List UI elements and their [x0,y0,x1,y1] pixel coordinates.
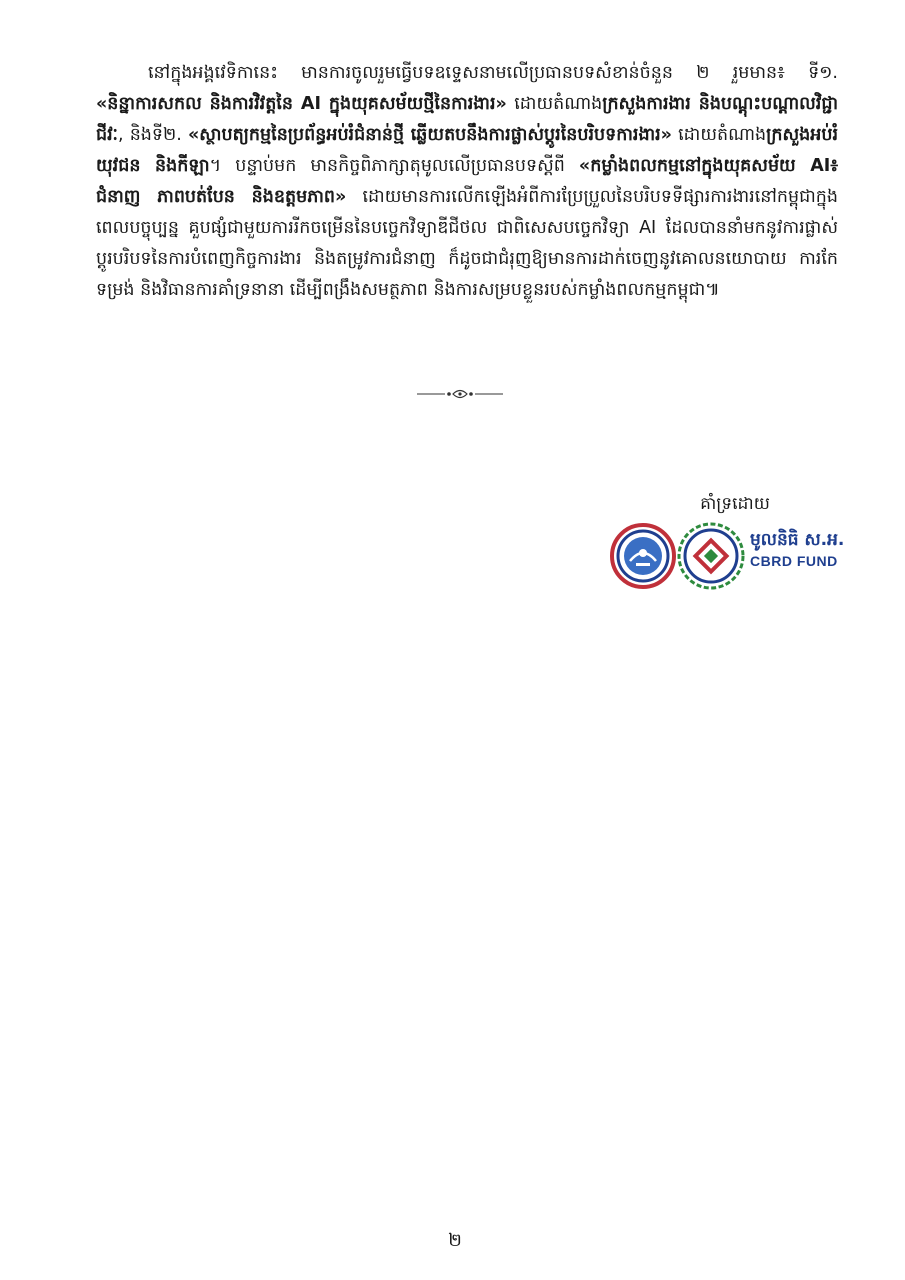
cbrd-wordmark [750,528,844,570]
supported-by-label: គាំទ្រដោយ [700,494,770,514]
ornament-divider [415,387,505,401]
intro-text: នៅក្នុងអង្គវេទិកានេះ មានការចូលរួមធ្វើបទឧទ្ទេសនាមលើប្រធានបទសំខាន់ចំនួន ២ រួមមាន៖ ទី១. [148,63,838,83]
body-paragraph [96,58,838,306]
cbrd-khmer-name: មូលនិធិ ស.អ. [750,530,845,550]
ministry-education: ក្រសួងអប់រំ យុវជន និងកីឡា [96,125,839,176]
topic-2-intro: , និងទី២. [118,125,188,145]
cbrd-latin-name: CBRD FUND [750,553,838,569]
presenter-prefix-1: ដោយតំណាង [506,94,603,114]
topic-2-title: «ស្ថាបត្យកម្មនៃប្រព័ន្ធអប់រំជំនាន់ថ្មី ឆ្លើយតបនឹងការផ្លាស់ប្តូរនៃបរិបទការងារ» [187,125,672,145]
page-number: ២ [448,1230,462,1251]
ministry-labour: ក្រសួងការងារ និងបណ្តុះបណ្តាលវិជ្ជាជីវៈ [96,94,838,145]
cbrd-logo [676,521,746,591]
topic-1-title: «និន្នាការសកល និងការវិវត្តនៃ AI ក្នុងយុគសម័យថ្មីនៃការងារ» [96,94,507,114]
ess-logo [610,523,676,589]
closing-text: ដោយមានការលើកឡើងអំពីការប្រែប្រួលនៃបរិបទទីផ្សារការងារនៅកម្ពុជាក្នុងពេលបច្ចុប្បន្ន គួបផ្សំជាមួយការរីកចម្រើននៃបច្ចេកវិទ្យាឌីជីថល ជាពិសេសបច្ចេកវិទ្យា AI ដែលបាននាំមកនូវការផ្លាស់ប្តូរបរិបទនៃការបំពេញកិច្ចការងារ និងតម្រូវការជំនាញ ក៏ដូចជាជំរុញឱ្យមានការដាក់ចេញនូវគោលនយោបាយ ការកែទម្រង់ និងវិធានការគាំទ្រនានា ដើម្បីពង្រឹងសមត្ថភាព និងការសម្របខ្លួនរបស់កម្លាំងពលកម្មកម្ពុជា៕ [96,187,839,300]
panel-intro: ។ បន្ទាប់មក មានកិច្ចពិភាក្សាតុមូលលើប្រធានបទស្តីពី [209,156,579,176]
panel-title: «កម្លាំងពលកម្មនៅក្នុងយុគសម័យ AI៖ ជំនាញ ភាពបត់បែន និងឧត្តមភាព» [96,156,839,207]
presenter-prefix-2: ដោយតំណាង [672,125,767,145]
